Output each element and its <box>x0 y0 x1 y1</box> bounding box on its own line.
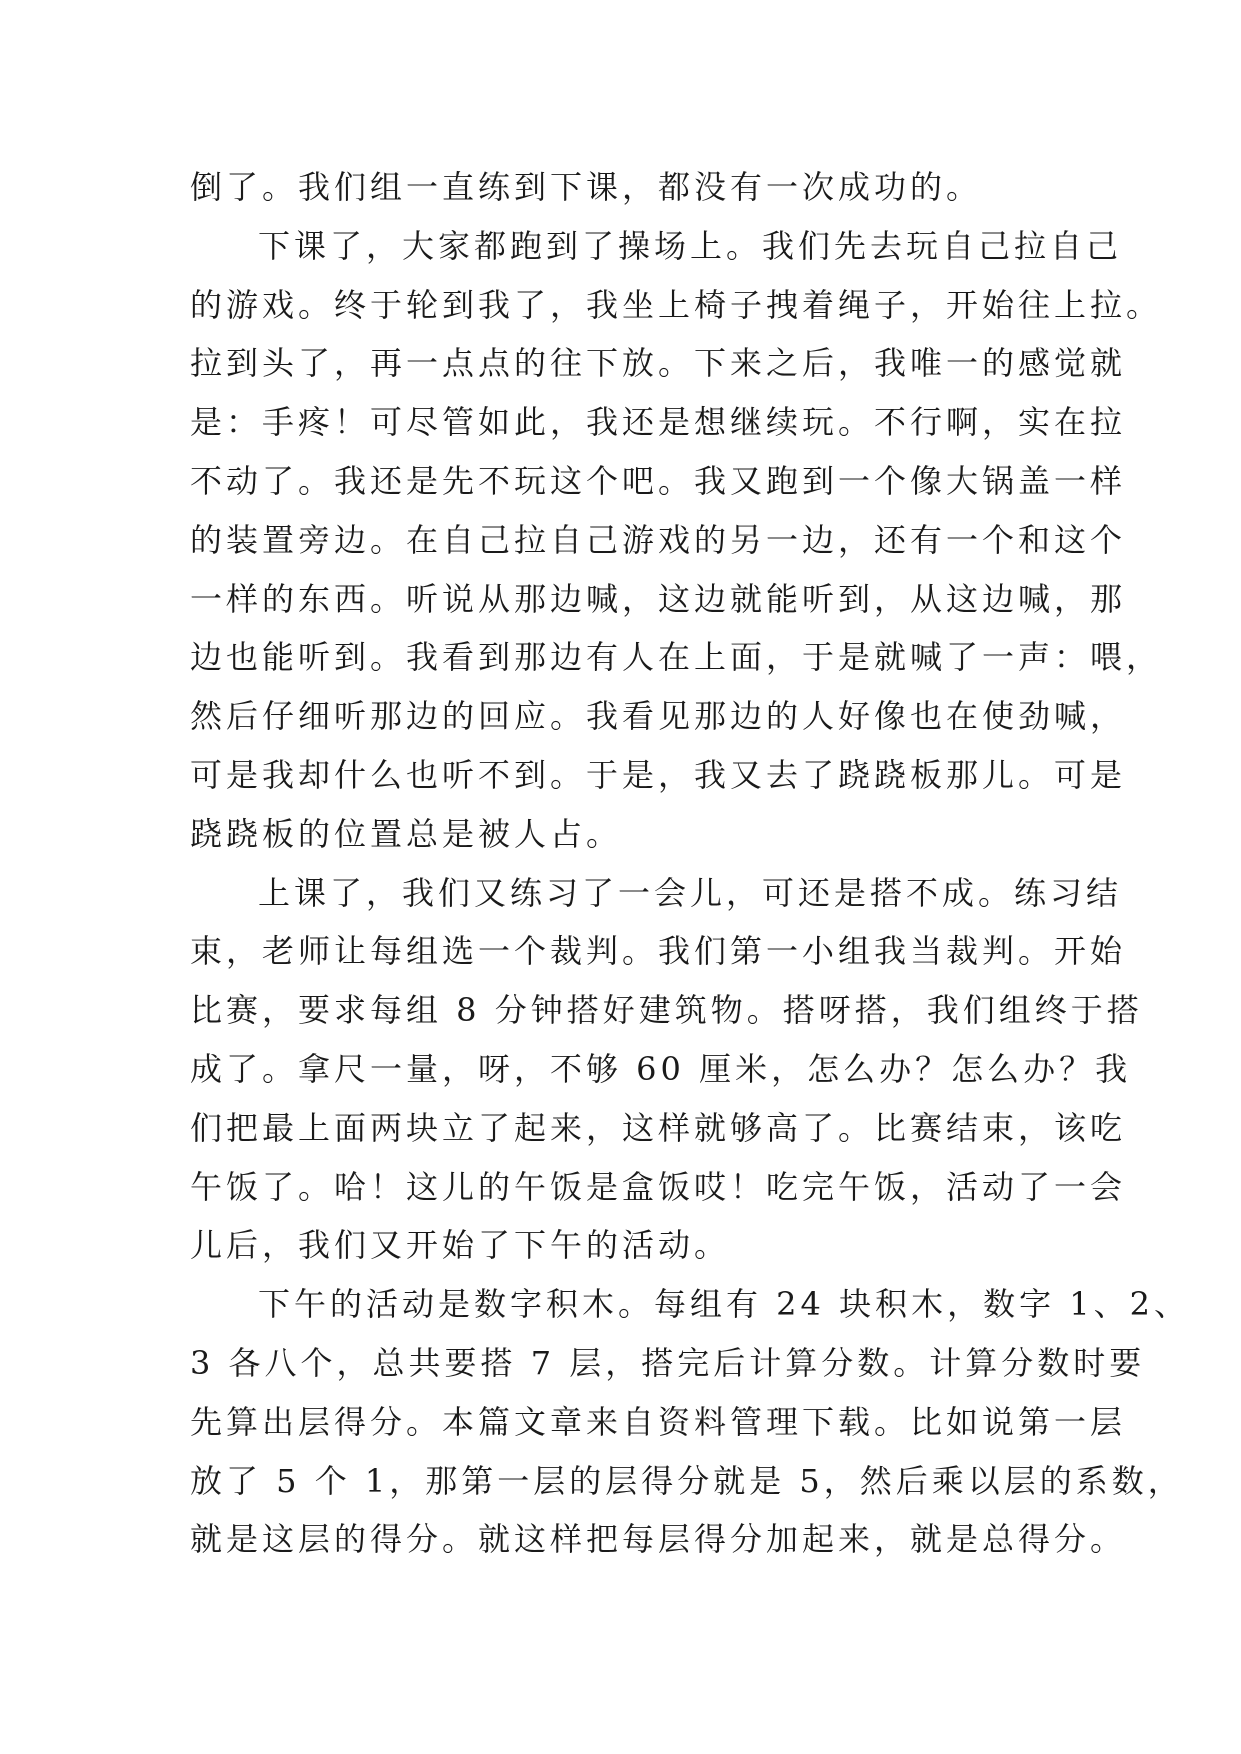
text-line: 们把最上面两块立了起来，这样就够高了。比赛结束，该吃 <box>190 1108 1127 1147</box>
text-line: 拉到头了，再一点点的往下放。下来之后，我唯一的感觉就 <box>190 344 1127 383</box>
text-line: 束，老师让每组选一个裁判。我们第一小组我当裁判。开始 <box>190 932 1127 971</box>
text-line: 一样的东西。听说从那边喊，这边就能听到，从这边喊，那 <box>190 579 1127 618</box>
text-line: 放了 5 个 1，那第一层的层得分就是 5，然后乘以层的系数， <box>190 1461 1184 1500</box>
text-line: 不动了。我还是先不玩这个吧。我又跑到一个像大锅盖一样 <box>190 461 1127 500</box>
text-line: 是：手疼！可尽管如此，我还是想继续玩。不行啊，实在拉 <box>190 403 1127 442</box>
text-line: 就是这层的得分。就这样把每层得分加起来，就是总得分。 <box>190 1520 1127 1559</box>
text-line: 3 各八个，总共要搭 7 层，搭完后计算分数。计算分数时要 <box>190 1343 1146 1382</box>
text-line: 的游戏。终于轮到我了，我坐上椅子拽着绳子，开始往上拉。 <box>190 285 1163 324</box>
article-body <box>190 158 1190 1569</box>
text-line: 跷跷板的位置总是被人占。 <box>190 814 623 853</box>
text-line: 可是我却什么也听不到。于是，我又去了跷跷板那儿。可是 <box>190 755 1127 794</box>
text-line: 比赛，要求每组 8 分钟搭好建筑物。搭呀搭，我们组终于搭 <box>190 991 1143 1030</box>
text-line: 成了。拿尺一量，呀，不够 60 厘米，怎么办？怎么办？我 <box>190 1049 1132 1088</box>
text-line: 先算出层得分。本篇文章来自资料管理下载。比如说第一层 <box>190 1402 1127 1441</box>
text-line: 下课了，大家都跑到了操场上。我们先去玩自己拉自己 <box>258 226 1123 265</box>
text-line: 然后仔细听那边的回应。我看见那边的人好像也在使劲喊， <box>190 697 1127 736</box>
text-line: 边也能听到。我看到那边有人在上面，于是就喊了一声：喂， <box>190 638 1163 677</box>
text-line: 的装置旁边。在自己拉自己游戏的另一边，还有一个和这个 <box>190 520 1127 559</box>
text-line: 下午的活动是数字积木。每组有 24 块积木，数字 1、2、 <box>258 1285 1190 1324</box>
text-line: 倒了。我们组一直练到下课，都没有一次成功的。 <box>190 168 983 206</box>
text-line: 午饭了。哈！这儿的午饭是盒饭哎！吃完午饭，活动了一会 <box>190 1167 1127 1206</box>
text-line: 儿后，我们又开始了下午的活动。 <box>190 1226 731 1265</box>
text-line: 上课了，我们又练习了一会儿，可还是搭不成。练习结 <box>258 873 1123 912</box>
